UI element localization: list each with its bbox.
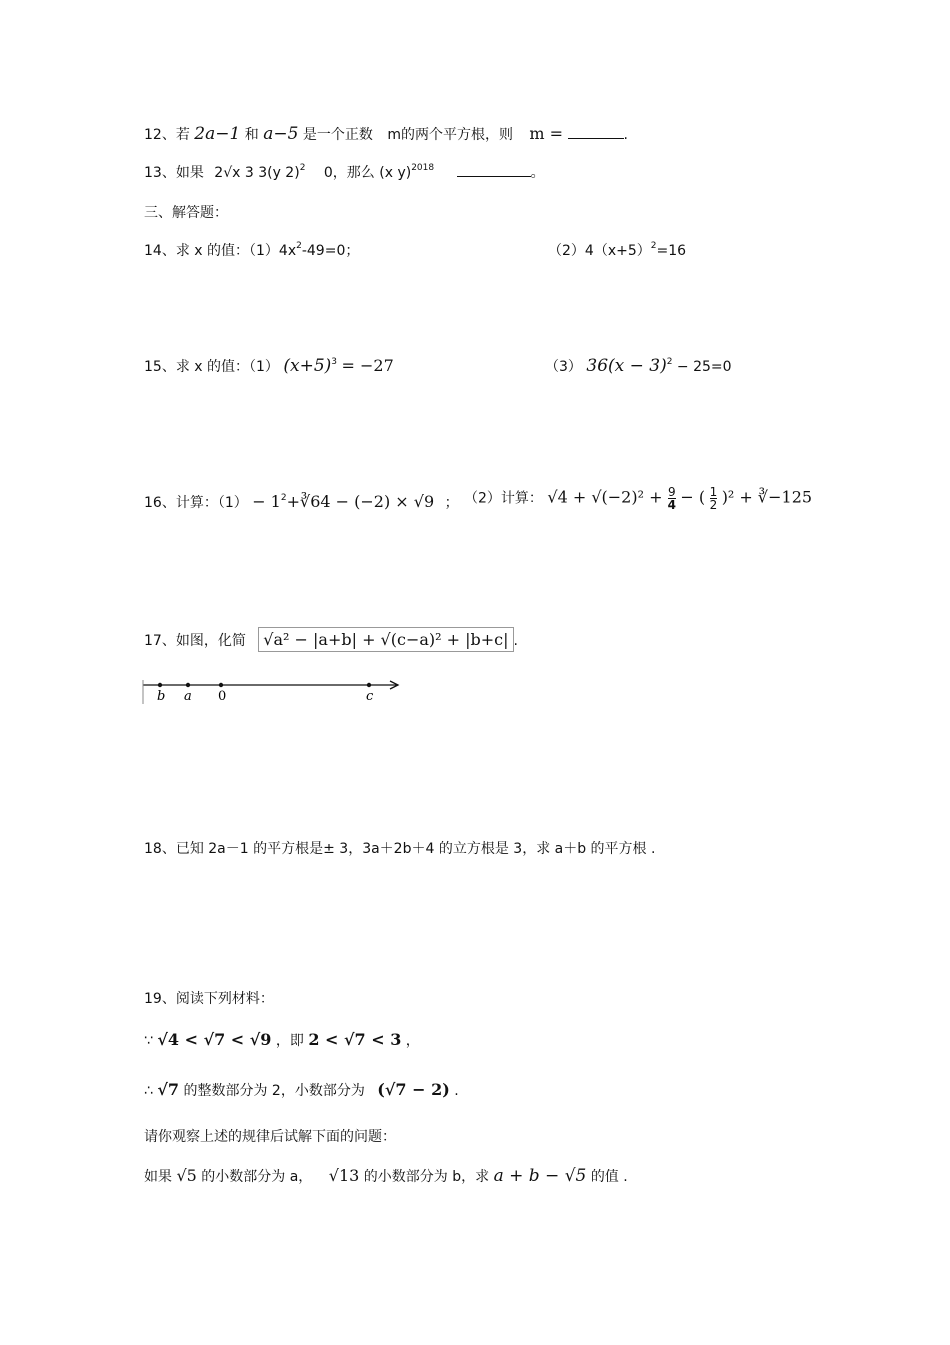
q19-ineq2: 2 < √7 < 3 bbox=[308, 1030, 402, 1049]
question-19-line2 bbox=[144, 1080, 459, 1100]
q16-number: 16、计算：（1） bbox=[144, 495, 248, 511]
q14-part2b: =16 bbox=[656, 243, 687, 259]
question-16-part1 bbox=[144, 492, 459, 512]
q13-zero: 0，那么 bbox=[323, 165, 375, 181]
q14-number: 14、求 x 的值：（1）4x bbox=[144, 243, 297, 259]
question-19-title: 19、阅读下列材料： bbox=[144, 991, 274, 1007]
q17-expr: √a² − |a+b| + √(c−a)² + |b+c| bbox=[258, 627, 513, 652]
q19-if: 如果 bbox=[144, 1169, 172, 1185]
q19-because: ∵ bbox=[144, 1033, 153, 1049]
q13-answer-blank[interactable] bbox=[457, 176, 531, 177]
label-c: c bbox=[366, 689, 374, 704]
point-a bbox=[186, 683, 190, 687]
q16-part2: （2）计算： bbox=[464, 490, 543, 507]
q19-expr: a + b − √5 bbox=[493, 1166, 587, 1186]
question-16-part2 bbox=[464, 486, 812, 511]
point-b bbox=[158, 683, 162, 687]
q16-frac1-den: 4 bbox=[667, 498, 676, 512]
q16-exp1: 2 bbox=[280, 493, 287, 503]
label-b: b bbox=[157, 689, 166, 704]
q16-sep: ； bbox=[444, 495, 459, 511]
q12-lhs: m = bbox=[529, 124, 564, 143]
q19-dec-b: 的小数部分为 b，求 bbox=[363, 1169, 490, 1185]
q16-expr2a: √4 + √(−2)² + bbox=[547, 487, 668, 507]
q13-xy: (x y) bbox=[379, 165, 412, 181]
question-19-line4 bbox=[144, 1166, 628, 1186]
q19-comma: ， bbox=[405, 1033, 420, 1049]
q17-number: 17、如图，化简 bbox=[144, 633, 246, 649]
q12-end: . bbox=[623, 127, 628, 143]
q14-exp: 2 bbox=[296, 241, 302, 251]
point-0 bbox=[219, 683, 223, 687]
q15-rhs3: − 25=0 bbox=[676, 359, 732, 375]
q15-rhs1: = −27 bbox=[341, 356, 394, 375]
question-18: 18、已知 2a－1 的平方根是± 3，3a＋2b＋4 的立方根是 3，求 a＋b 的平方根 . bbox=[144, 841, 656, 857]
label-a: a bbox=[184, 689, 192, 704]
q12-text: 是一个正数 bbox=[302, 127, 373, 143]
q16-expr2b: − ( bbox=[680, 487, 706, 507]
q14-part2a: （2）4（x+5） bbox=[548, 243, 651, 259]
q12-number: 12、若 bbox=[144, 127, 190, 143]
question-19-line1 bbox=[144, 1030, 420, 1050]
question-14-part2 bbox=[548, 240, 686, 260]
question-17 bbox=[144, 630, 518, 650]
q13-exp2: 2 bbox=[299, 163, 306, 173]
q16-expr1b: +∛64 − (−2) × √9 bbox=[286, 492, 435, 511]
q16-expr2c: )² + ∛−125 bbox=[721, 487, 813, 507]
question-13 bbox=[144, 162, 545, 182]
q13-number: 13、如果 bbox=[144, 165, 204, 181]
q12-expr2: a−5 bbox=[263, 124, 299, 144]
q17-end: . bbox=[513, 633, 518, 649]
q15-expr1: (x+5) bbox=[283, 356, 332, 376]
section-heading: 三、解答题： bbox=[144, 205, 228, 221]
q15-exp1: 3 bbox=[331, 357, 338, 367]
q16-frac1-num: 9 bbox=[667, 485, 676, 499]
label-0: 0 bbox=[218, 689, 227, 704]
question-12 bbox=[144, 124, 628, 144]
question-14-part1 bbox=[144, 240, 359, 260]
q19-decimal-part: (√7 − 2) bbox=[377, 1080, 450, 1099]
question-19-line3: 请你观察上述的规律后试解下面的问题： bbox=[144, 1129, 396, 1145]
q19-value: 的值 . bbox=[590, 1169, 628, 1185]
q19-period: . bbox=[454, 1083, 459, 1099]
q16-frac1 bbox=[668, 486, 676, 511]
q15-exp3: 2 bbox=[666, 357, 673, 367]
q19-therefore: ∴ bbox=[144, 1083, 153, 1099]
q16-frac2-num: 1 bbox=[709, 485, 718, 499]
q19-sqrt5: √5 bbox=[176, 1166, 197, 1185]
q12-m-text: m的两个平方根，则 bbox=[387, 127, 513, 143]
q16-frac2 bbox=[710, 486, 718, 511]
q15-expr3: 36(x − 3) bbox=[586, 356, 667, 376]
q14-exp2: 2 bbox=[650, 241, 657, 251]
number-line bbox=[142, 676, 402, 706]
q12-answer-blank[interactable] bbox=[568, 138, 624, 139]
question-15-part1 bbox=[144, 356, 394, 376]
q13-end: 。 bbox=[530, 165, 545, 181]
q13-exp: 2018 bbox=[411, 163, 435, 173]
q19-sqrt7: √7 bbox=[157, 1080, 180, 1099]
question-15-part3 bbox=[545, 356, 732, 376]
q16-frac2-den: 2 bbox=[709, 498, 718, 512]
q19-dec-a: 的小数部分为 a， bbox=[201, 1169, 313, 1185]
q12-expr1: 2a−1 bbox=[194, 124, 241, 144]
q13-expr: 2√x 3 3(y 2) bbox=[214, 165, 300, 181]
q19-integer-part: 的整数部分为 2，小数部分为 bbox=[183, 1083, 365, 1099]
q14-rest: -49=0； bbox=[301, 243, 360, 259]
q12-and: 和 bbox=[244, 127, 259, 143]
point-c bbox=[367, 683, 371, 687]
q16-expr1a: − 1 bbox=[252, 492, 281, 511]
q19-sqrt13: √13 bbox=[328, 1166, 360, 1185]
q19-ie: ，即 bbox=[275, 1033, 304, 1049]
q15-part3: （3） bbox=[545, 359, 582, 375]
q19-ineq1: √4 < √7 < √9 bbox=[157, 1030, 272, 1049]
q15-number: 15、求 x 的值：（1） bbox=[144, 359, 279, 375]
